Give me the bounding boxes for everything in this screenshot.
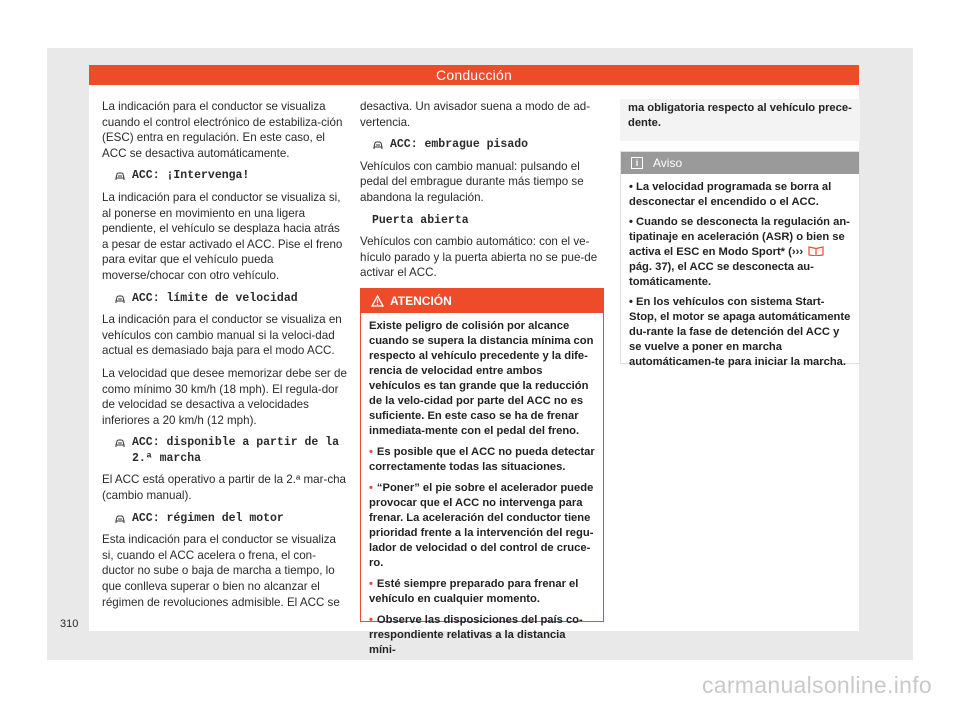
note-body: [621, 174, 859, 370]
heading-acc-intervenga: ACC: ¡Intervenga!: [114, 168, 348, 184]
note-box: [620, 151, 860, 368]
warning-title: ATENCIÓN: [390, 294, 452, 308]
warning-bullet: • “Poner” el pie sobre el acelerador puede provocar que el ACC no intervenga para frenar. La aceleración del conductor tiene prioridad frente a la intervención del regu-lador de velocidad o del control de cruce-ro.: [369, 482, 594, 569]
note-bullet: • En los vehículos con sistema Start-Stop, el motor se apaga automáticamente du-rante la fase de detención del ACC y se vuelve a poner en marcha automáticamen-te para iniciar la marcha.: [629, 296, 851, 368]
bullet-icon: •: [629, 181, 633, 193]
warning-body: [361, 313, 603, 658]
warning-continuation: ma obligatoria respecto al vehículo prece-dente.: [620, 99, 860, 141]
warning-box: [360, 288, 604, 656]
heading-second-gear: ACC: disponible a partir de la 2.ª marcha: [114, 435, 348, 466]
heading-door-open: Puerta abierta: [372, 213, 469, 227]
bullet-icon: •: [369, 446, 373, 458]
bullet-icon: •: [369, 578, 373, 590]
paragraph: desactiva. Un avisador suena a modo de ad-vertencia.: [360, 100, 591, 129]
warning-triangle-icon: [371, 295, 384, 307]
car-warning-icon: [114, 437, 126, 449]
column-middle: [360, 99, 605, 288]
page-number: 310: [60, 618, 79, 630]
bullet-icon: •: [629, 296, 633, 308]
paragraph: La indicación para el conductor se visualiza cuando el control electrónico de estabiliza-ción (ESC) entra en regulación. En este caso, el ACC se desactiva automáticamente.: [102, 100, 343, 160]
paragraph: La indicación para el conductor se visualiza en vehículos con cambio manual si la veloci-dad actual es demasiado baja para el modo ACC.: [102, 313, 342, 358]
paragraph: El ACC está operativo a partir de la 2.ª mar-cha (cambio manual).: [102, 473, 347, 503]
paragraph: Esta indicación para el conductor se visualiza si, cuando el ACC acelera o frena, el con-ductor no sube o baja de marcha a tiempo, lo que conlleva superar o bien no alcanzar el régimen de revoluciones admisible. El ACC se: [102, 533, 340, 609]
bullet-icon: •: [629, 216, 633, 228]
paragraph: La velocidad que desee memorizar debe ser de como mínimo 30 km/h (18 mph). El regula-dor de velocidad se desactiva a velocidades inferiores a 20 km/h (12 mph).: [102, 366, 347, 427]
warning-bullet: • Observe las disposiciones del país co-rrespondiente relativas a la distancia míni-: [369, 614, 583, 656]
note-header: [621, 152, 859, 174]
warning-header: [361, 289, 603, 313]
car-warning-icon: [372, 139, 384, 151]
book-icon: [808, 245, 824, 256]
paragraph: Vehículos con cambio automático: con el ve-hículo parado y la puerta abierta no se pue-de activar el ACC.: [360, 235, 598, 280]
bullet-icon: •: [369, 482, 373, 494]
heading-engine-rpm: ACC: régimen del motor: [114, 511, 348, 527]
note-bullet: • La velocidad programada se borra al desconectar el encendido o el ACC.: [629, 181, 832, 208]
paragraph: La indicación para el conductor se visualiza si, al ponerse en movimiento en una ligera pendiente, el vehículo se desplaza hacia atrás a pesar de estar activado el ACC. Pise el freno para evitar que el vehículo pueda moverse/chocar con otro vehículo.: [102, 190, 343, 282]
warning-intro: Existe peligro de colisión por alcance cuando se supera la distancia mínima con respecto al vehículo precedente y la dife-rencia de velocidad entre ambos vehículos es tan grande que la reducción de la velo-cidad por parte del ACC no es suficiente. En este caso se ha de frenar inmediata-mente con el pedal del freno.: [369, 320, 594, 437]
paragraph: Vehículos con cambio manual: pulsando el pedal del embrague durante más tiempo se abandona la regulación.: [360, 159, 584, 204]
column-left: [102, 99, 348, 617]
info-icon: i: [631, 157, 643, 169]
watermark: carmanualsonline.info: [701, 672, 932, 698]
heading-clutch-pressed: ACC: embrague pisado: [372, 137, 605, 153]
page-header: Conducción: [89, 65, 859, 85]
bullet-icon: •: [369, 614, 373, 626]
car-warning-icon: [114, 513, 126, 525]
warning-bullet: • Esté siempre preparado para frenar el vehículo en cualquier momento.: [369, 578, 579, 605]
note-bullet: • Cuando se desconecta la regulación an-tipatinaje en aceleración (ASR) o bien se activa el ESC en Modo Sport* (››› pág. 37), el ACC se desconecta au-tomáticamente.: [629, 216, 850, 288]
heading-speed-limit: ACC: límite de velocidad: [114, 291, 348, 307]
note-title: Aviso: [653, 156, 683, 170]
warning-bullet: • Es posible que el ACC no pueda detectar correctamente todas las situaciones.: [369, 446, 595, 473]
car-warning-icon: [114, 170, 126, 182]
car-warning-icon: [114, 293, 126, 305]
